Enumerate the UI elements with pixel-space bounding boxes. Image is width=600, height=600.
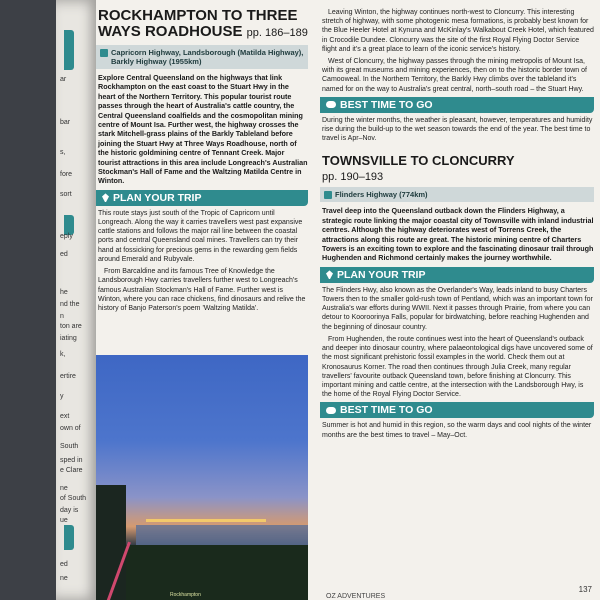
prev-page-text: ne <box>60 575 68 582</box>
rockhampton-photo <box>96 355 308 600</box>
prev-page-text: ed <box>60 251 68 258</box>
plan-paragraph: The Flinders Hwy, also known as the Overlander's Way, leads inland to busy Charters Towers then to the smaller gold-rush town of Pentland, which was an important town for Australia's war efforts during WWII. Next it passes through Prairie, from where you can detour to Kooroorinya Falls, popular for birdwatching, before reaching Hughenden and the beginning of dinosaur country. <box>322 286 593 331</box>
prev-page-text: he <box>60 289 68 296</box>
section-title-2: TOWNSVILLE TO CLONCURRY pp. 190–193 <box>322 153 515 184</box>
prev-page-tab <box>64 525 74 550</box>
intro-paragraph-2: Travel deep into the Queensland outback down the Flinders Highway, a strategic route linking the major coastal city of Townsville with inland industrial centres. Although the highway deteriorates west of Torrens Creek, the attractions along this route are great. The historic mining centre of Charters Towers is an exciting town to explore and the fascinating dinosaur trail through Hughenden and Richmond certainly makes the journey worthwhile. <box>322 206 594 263</box>
best-time-header-2: BEST TIME TO GO <box>320 402 594 418</box>
right-column <box>320 0 594 443</box>
prev-page-text: s, <box>60 149 66 156</box>
prev-page-text: y <box>60 393 64 400</box>
prev-page-text: ar <box>60 76 67 83</box>
running-footer: OZ ADVENTURES <box>326 593 386 600</box>
prev-page-text: ton are <box>60 323 82 330</box>
route-box-2: Flinders Highway (774km) <box>320 187 594 202</box>
prev-page-text: ne <box>60 485 68 492</box>
prev-page-text: nd the <box>60 301 80 308</box>
prev-page-tab <box>64 30 74 70</box>
prev-page-text: e Clare <box>60 467 83 474</box>
plan-your-trip-header: PLAN YOUR TRIP <box>96 190 308 206</box>
best-time-text-2: Summer is hot and humid in this region, so the warm days and cool nights of the winter months are the best times to travel – May–Oct. <box>322 422 592 439</box>
plan-paragraph: This route stays just south of the Tropic of Capricorn until Longreach. Along the way it carries travellers west past expansive cattle stations and follows the major rail line between the coastal ports and central Queensland coal mines. Travellers can try their hand at fossicking for precious gems in the rewarding gem fields around Emerald and Rubyvale. <box>98 209 303 263</box>
page-number: 137 <box>578 585 592 594</box>
prev-page-text: k, <box>60 351 66 358</box>
prev-page-text: day is <box>60 507 79 514</box>
left-column <box>96 0 308 598</box>
intro-paragraph: Explore Central Queensland on the highways that link Rockhampton on the east coast to the Stuart Hwy in the heart of the Northern Territory. This popular tourist route passes through the heart of Australia's cattle country, the Central Queensland coalfields and the cosmopolitan mining centre of Mount Isa. Further west, the highway crosses the stark Mitchell-grass plains of the Barkly Tableland before joining the Stuart Hwy at Three Ways Roadhouse, north of the historic goldmining centre of Tennant Creek. Major tourist attractions in this area include Longreach's Australian Stockman's Hall of Fame and the Waltzing Matilda Centre in Winton. <box>98 73 308 186</box>
plan-your-trip-header-2: PLAN YOUR TRIP <box>320 267 594 283</box>
map-pin-icon <box>102 193 109 202</box>
prev-page-text: sort <box>60 191 72 198</box>
route-box: Capricorn Highway, Landsborough (Matilda Highway), Barkly Highway (1955km) <box>96 45 308 69</box>
photo-caption: Rockhampton <box>170 592 201 598</box>
body-paragraph: Leaving Winton, the highway continues north-west to Cloncurry. This interesting stretch of highway, with some photogenic mesa formations, is probably best known for the Blue Heeler Hotel at Kynuna and McKinlay's Walkabout Creek Hotel, which featured in Crocodile Dundee. Cloncurry was the site of the first Royal Flying Doctor Service flight and it's a great place to learn of the iconic service's history. <box>322 9 594 53</box>
prev-page-text: sped in <box>60 457 83 464</box>
plan-paragraph: From Hughenden, the route continues west into the heart of Queensland's outback and deeper into dinosaur country, where palaeontological digs have uncovered some of the most significant prehistoric fossil examples in the world. Check them out at Kronosaurus Korner. The road then continues through Julia Creek, many regular travellers' favourite outback Queensland town, before finishing at Cloncurry. This important mining and cattle centre, at the intersection with the Landsborough Hwy, is the home of the Royal Flying Doctor Service. <box>322 335 593 399</box>
section-title: ROCKHAMPTON TO THREE WAYS ROADHOUSE pp. 186–189 <box>98 7 308 40</box>
best-time-header: BEST TIME TO GO <box>320 97 594 113</box>
prev-page-text: own of <box>60 425 81 432</box>
road-icon <box>324 191 332 199</box>
cloud-icon <box>326 407 336 414</box>
prev-page-text: bar <box>60 119 71 126</box>
prev-page-text: n <box>60 313 64 320</box>
page-137 <box>96 0 600 600</box>
best-time-text: During the winter months, the weather is pleasant, however, temperatures and humidity rise during the build-up to the wet season towards the end of the year. The best time to travel is Apr–Nov. <box>322 116 593 143</box>
prev-page-text: fore <box>60 171 73 178</box>
prev-page-text: South <box>60 443 79 450</box>
map-pin-icon <box>326 270 333 279</box>
prev-page-text: eply <box>60 233 73 240</box>
cloud-icon <box>326 101 336 108</box>
prev-page-text: of South <box>60 495 87 502</box>
plan-paragraph: From Barcaldine and its famous Tree of Knowledge the Landsborough Hwy carries travellers further west to Longreach's famous Australian Stockman's Hall of Fame. Further west is Winton, where you can race chickens, find dinosaurs and relive the history of Banjo Paterson's poem 'Waltzing Matilda'. <box>98 268 306 312</box>
prev-page-text: ue <box>60 517 68 524</box>
road-icon <box>100 49 108 57</box>
prev-page-text: iating <box>60 335 77 342</box>
body-paragraph: West of Cloncurry, the highway passes through the mining metropolis of Mount Isa, with its great museums and mining experiences, then on to the historic border town of Camooweal. In the Northern Territory, the Barkly Hwy climbs over the tableland it's named for on the way to Australia's great central, north–south road – the Stuart Hwy. <box>322 58 587 93</box>
prev-page-text: ext <box>60 413 70 420</box>
prev-page-text: ertire <box>60 373 76 380</box>
prev-page-text: ed <box>60 561 68 568</box>
